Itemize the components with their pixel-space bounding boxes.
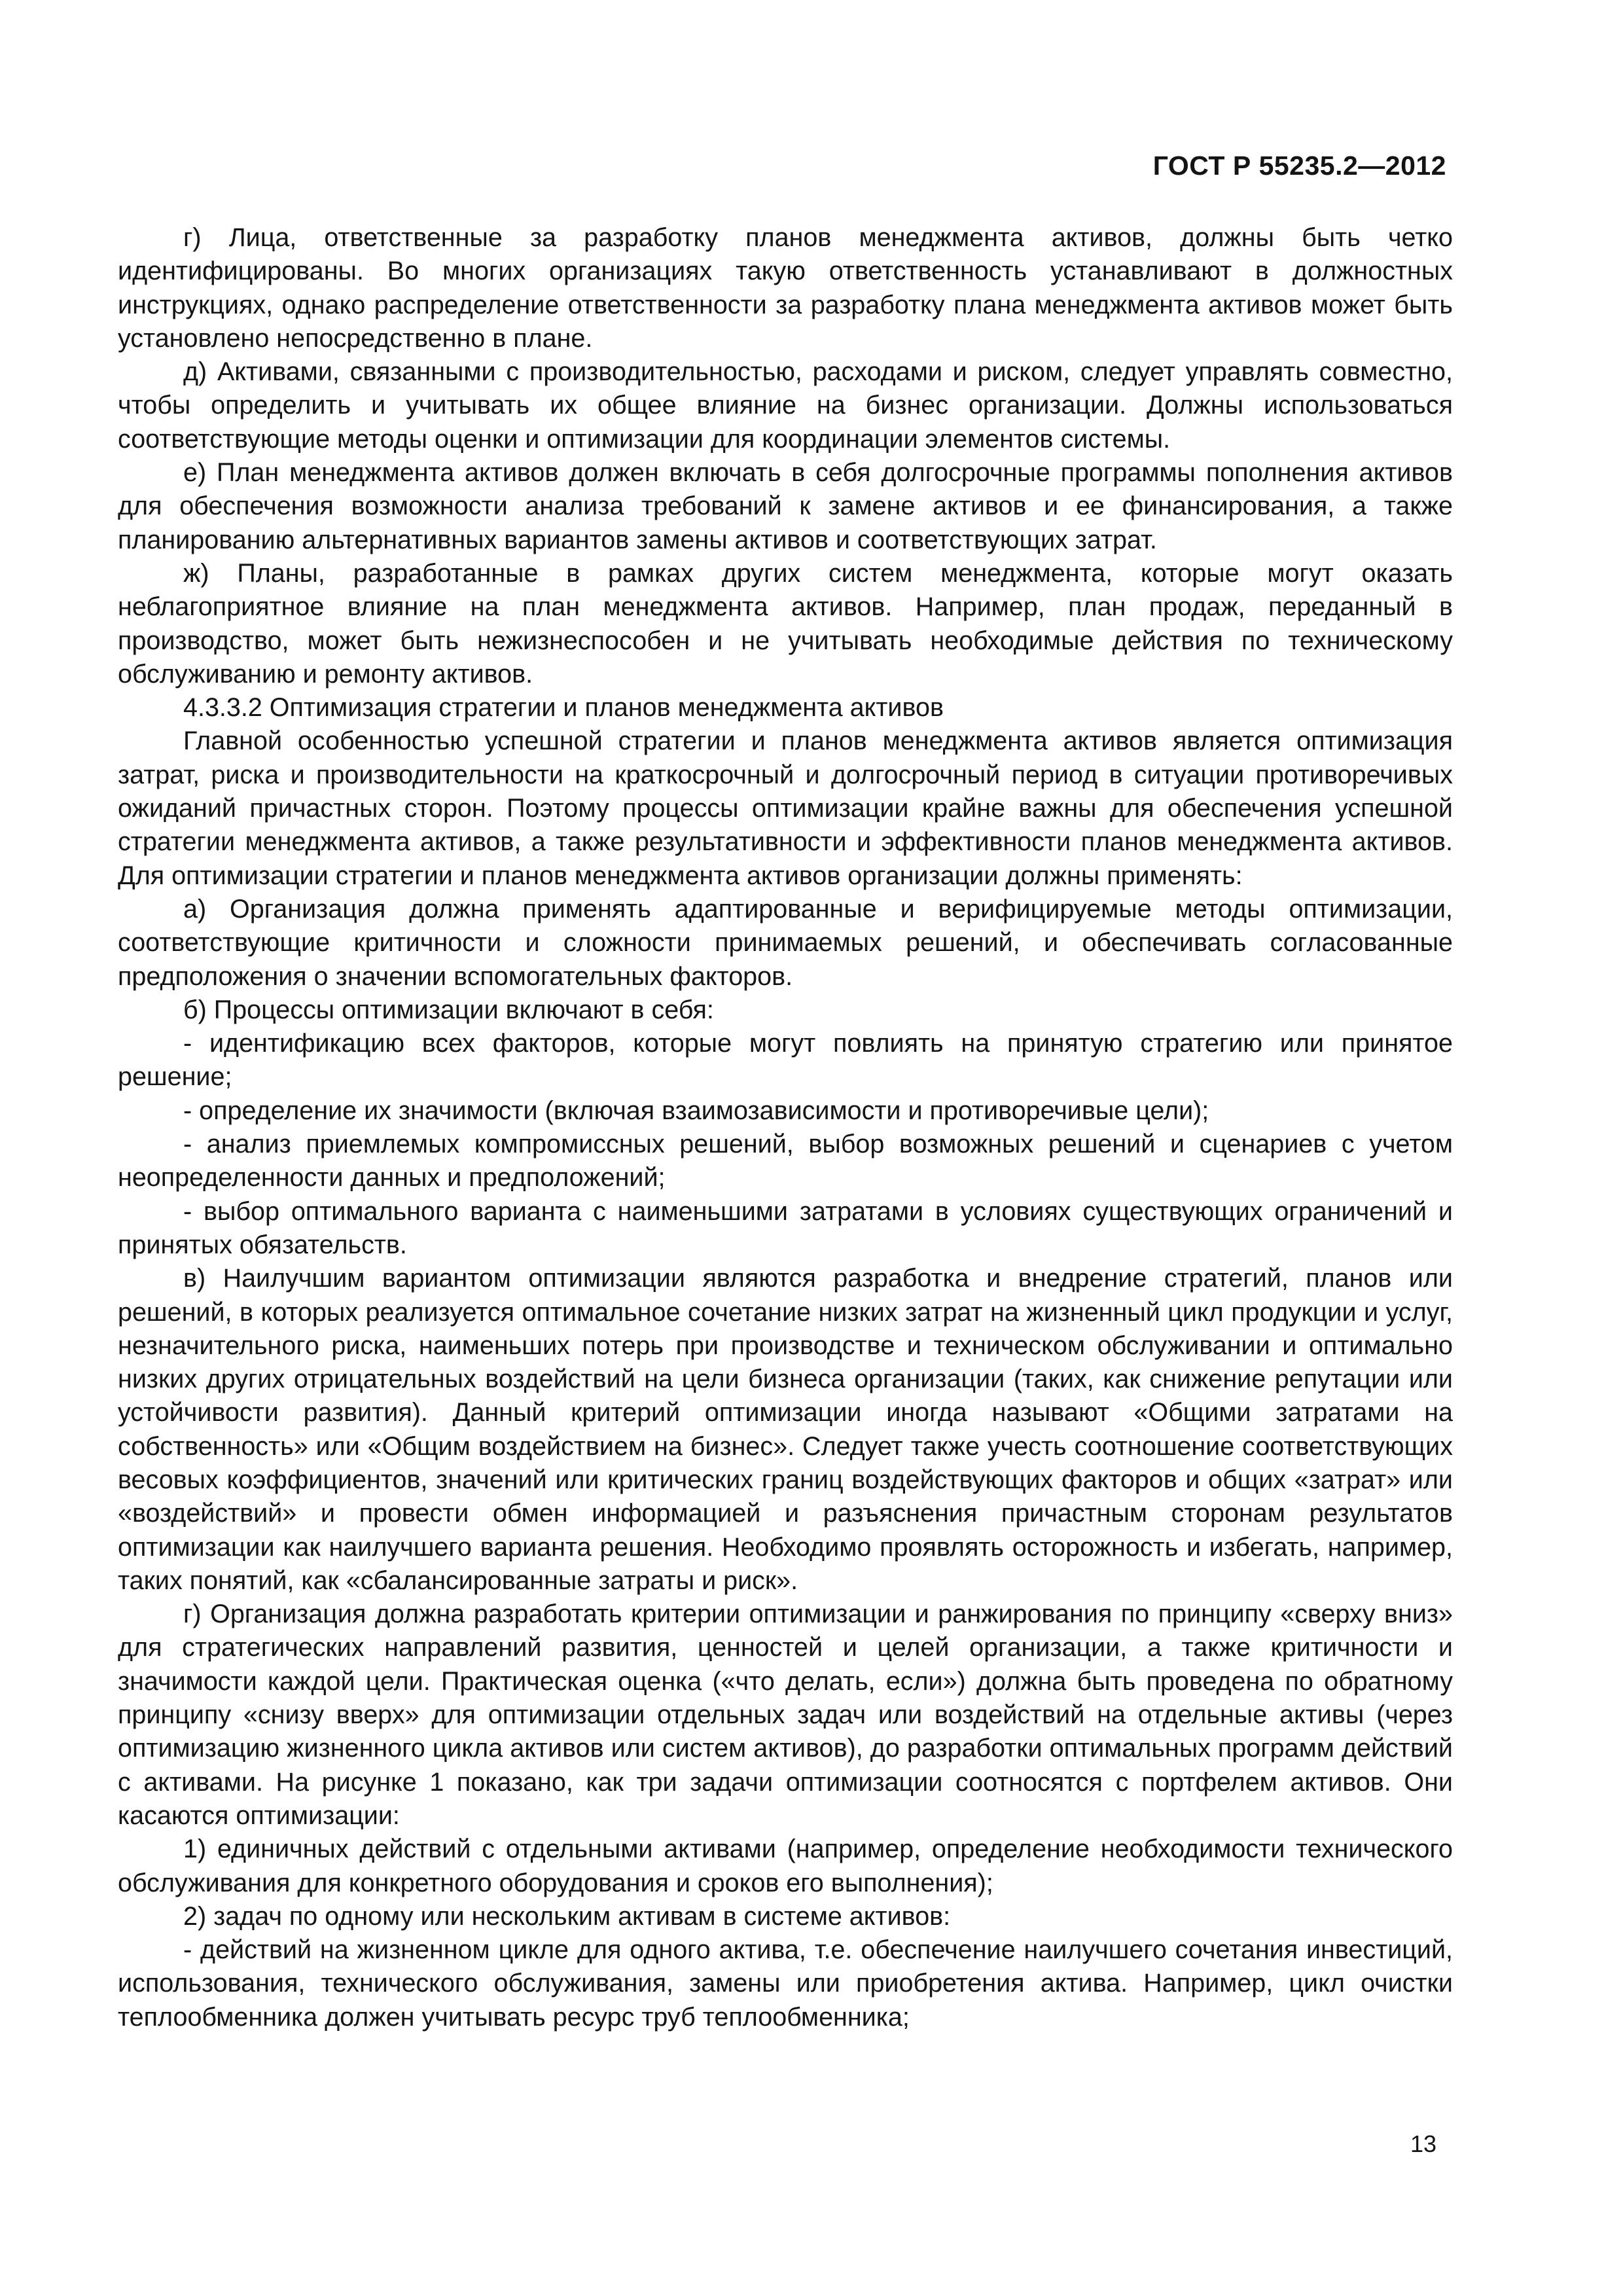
paragraph: а) Организация должна применять адаптированные и верифицируемые методы оптимизации, соответствующие критичности и сложности принимаемых решений, и обеспечивать согласованные предположения о значении вспомогательных факторов.: [118, 894, 1453, 991]
paragraph: д) Активами, связанными с производительностью, расходами и риском, следует управлять совместно, чтобы определить и учитывать их общее влияние на бизнес организации. Должны использоваться соответствующие методы оценки и оптимизации для координации элементов системы.: [118, 357, 1453, 454]
list-item: 2) задач по одному или нескольким активам в системе активов:: [183, 1901, 951, 1931]
paragraph: ж) Планы, разработанные в рамках других систем менеджмента, которые могут оказать неблагоприятное влияние на план менеджмента активов. Например, план продаж, переданный в производство, может быть нежизнеспособен и не учитывать необходимые действия по техническому обслуживанию и ремонту активов.: [118, 558, 1453, 689]
paragraph: б) Процессы оптимизации включают в себя:: [183, 995, 714, 1024]
list-item: - идентификацию всех факторов, которые могут повлиять на принятую стратегию или принятое решение;: [118, 1029, 1453, 1092]
document-header: ГОСТ Р 55235.2—2012: [1152, 151, 1446, 181]
paragraph: е) План менеджмента активов должен включать в себя долгосрочные программы пополнения активов для обеспечения возможности анализа требований к замене активов и ее финансирования, а также планированию альтернативных вариантов замены активов и соответствующих затрат.: [118, 458, 1453, 554]
list-item: - выбор оптимального варианта с наименьшими затратами в условиях существующих ограничений и принятых обязательств.: [118, 1196, 1453, 1259]
paragraph: г) Организация должна разработать критерии оптимизации и ранжирования по принципу «сверху вниз» для стратегических направлений развития, ценностей и целей организации, а также критичности и значимости каждой цели. Практическая оценка («что делать, если») должна быть проведена по обратному принципу «снизу вверх» для оптимизации отдельных задач или воздействий на отдельные активы (через оптимизацию жизненного цикла активов или систем активов), до разработки оптимальных программ действий с активами. На рисунке 1 показано, как три задачи оптимизации соотносятся с портфелем активов. Они касаются оптимизации:: [118, 1600, 1453, 1830]
paragraph: в) Наилучшим вариантом оптимизации являются разработка и внедрение стратегий, планов или решений, в которых реализуется оптимальное сочетание низких затрат на жизненный цикл продукции и услуг, незначительного риска, наименьших потерь при производстве и техническом обслуживании и оптимально низких других отрицательных воздействий на цели бизнеса организации (таких, как снижение репутации или устойчивости развития). Данный критерий оптимизации иногда называют «Общими затратами на собственность» или «Общим воздействием на бизнес». Следует также учесть соотношение соответствующих весовых коэффициентов, значений или критических границ воздействующих факторов и общих «затрат» или «воздействий» и провести обмен информацией и разъяснения причастным сторонам результатов оптимизации как наилучшего варианта решения. Необходимо проявлять осторожность и избегать, например, таких понятий, как «сбалансированные затраты и риск».: [118, 1264, 1453, 1595]
list-item: - действий на жизненном цикле для одного актива, т.е. обеспечение наилучшего сочетания инвестиций, использования, технического обслуживания, замены или приобретения актива. Например, цикл очистки теплообменника должен учитывать ресурс труб теплообменника;: [118, 1935, 1453, 2032]
list-item: - анализ приемлемых компромиссных решений, выбор возможных решений и сценариев с учетом неопределенности данных и предположений;: [118, 1130, 1453, 1193]
paragraph: Главной особенностью успешной стратегии и планов менеджмента активов является оптимизация затрат, риска и производительности на краткосрочный и долгосрочный период в ситуации противоречивых ожиданий причастных сторон. Поэтому процессы оптимизации крайне важны для обеспечения успешной стратегии менеджмента активов, а также результативности и эффективности планов менеджмента активов. Для оптимизации стратегии и планов менеджмента активов организации должны применять:: [118, 726, 1453, 890]
list-item: 1) единичных действий с отдельными активами (например, определение необходимости технического обслуживания для конкретного оборудования и сроков его выполнения);: [118, 1835, 1453, 1897]
page-body: [118, 221, 1453, 2034]
list-item: - определение их значимости (включая взаимозависимости и противоречивые цели);: [183, 1096, 1209, 1125]
page-number: 13: [1410, 2130, 1436, 2157]
section-heading: 4.3.3.2 Оптимизация стратегии и планов менеджмента активов: [183, 693, 944, 723]
paragraph: г) Лица, ответственные за разработку планов менеджмента активов, должны быть четко идентифицированы. Во многих организациях такую ответственность устанавливают в должностных инструкциях, однако распределение ответственности за разработку плана менеджмента активов может быть установлено непосредственно в плане.: [118, 223, 1453, 353]
